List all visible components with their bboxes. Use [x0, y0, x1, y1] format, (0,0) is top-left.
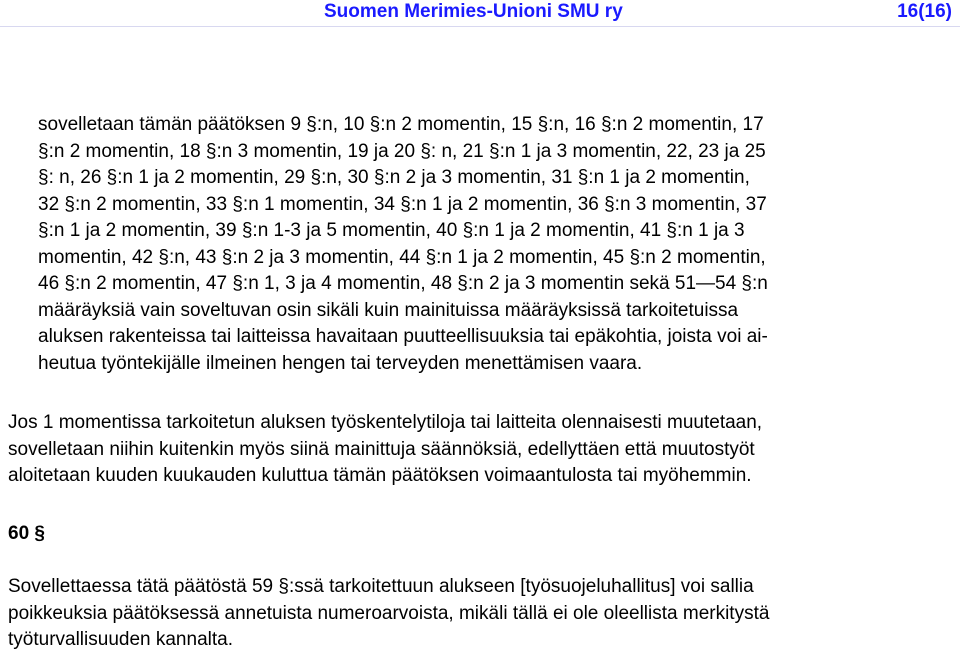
text-line: poikkeuksia päätöksessä annetuista numeroarvoista, mikäli tällä ei ole oleellista merkitystä	[8, 602, 770, 624]
text-line: määräyksiä vain soveltuvan osin sikäli kuin mainituissa määräyksissä tarkoitetuissa	[38, 299, 739, 321]
text-line: momentin, 42 §:n, 43 §:n 2 ja 3 momentin, 44 §:n 1 ja 2 momentin, 45 §:n 2 momentin,	[38, 246, 766, 268]
paragraph-3	[8, 574, 769, 654]
text-line: työturvallisuuden kannalta.	[8, 629, 233, 650]
paragraph-2	[8, 410, 762, 490]
text-line: sovelletaan niihin kuitenkin myös siinä mainittuja säännöksiä, edellyttäen että muutostyöt	[8, 438, 755, 460]
text-line: 46 §:n 2 momentin, 47 §:n 1, 3 ja 4 momentin, 48 §:n 2 ja 3 momentin sekä 51—54 §:n	[38, 273, 768, 294]
text-line: §:n 2 momentin, 18 §:n 3 momentin, 19 ja 20 §: n, 21 §:n 1 ja 3 momentin, 22, 23 ja 25	[38, 140, 766, 162]
text-line: heutua työntekijälle ilmeinen hengen tai terveyden menettämisen vaara.	[38, 352, 643, 374]
text-line: aluksen rakenteissa tai laitteissa havaitaan puutteellisuuksia tai epäkohtia, joista voi ai-	[38, 326, 768, 347]
text-line: §: n, 26 §:n 1 ja 2 momentin, 29 §:n, 30 §:n 2 ja 3 momentin, 31 §:n 1 ja 2 momentin,	[38, 167, 750, 188]
page-header	[0, 0, 960, 27]
organization-name: Suomen Merimies-Unioni SMU ry	[324, 1, 623, 22]
text-line: §:n 1 ja 2 momentin, 39 §:n 1-3 ja 5 momentin, 40 §:n 1 ja 2 momentin, 41 §:n 1 ja 3	[38, 220, 745, 241]
text-line: aloitetaan kuuden kuukauden kuluttua tämän päätöksen voimaantulosta tai myöhemmin.	[8, 465, 752, 486]
text-line: Jos 1 momentissa tarkoitetun aluksen työskentelytiloja tai laitteita olennaisesti muutetaan,	[8, 412, 763, 433]
text-line: 32 §:n 2 momentin, 33 §:n 1 momentin, 34 §:n 1 ja 2 momentin, 36 §:n 3 momentin, 37	[38, 193, 767, 215]
text-line: Sovellettaessa tätä päätöstä 59 §:ssä tarkoitettuun alukseen [työsuojeluhallitus] voi sallia	[8, 576, 754, 597]
page-number: 16(16)	[897, 1, 952, 22]
text-line: sovelletaan tämän päätöksen 9 §:n, 10 §:n 2 momentin, 15 §:n, 16 §:n 2 momentin, 17	[38, 114, 764, 135]
section-heading: 60 §	[8, 523, 45, 544]
paragraph-1	[38, 112, 768, 377]
